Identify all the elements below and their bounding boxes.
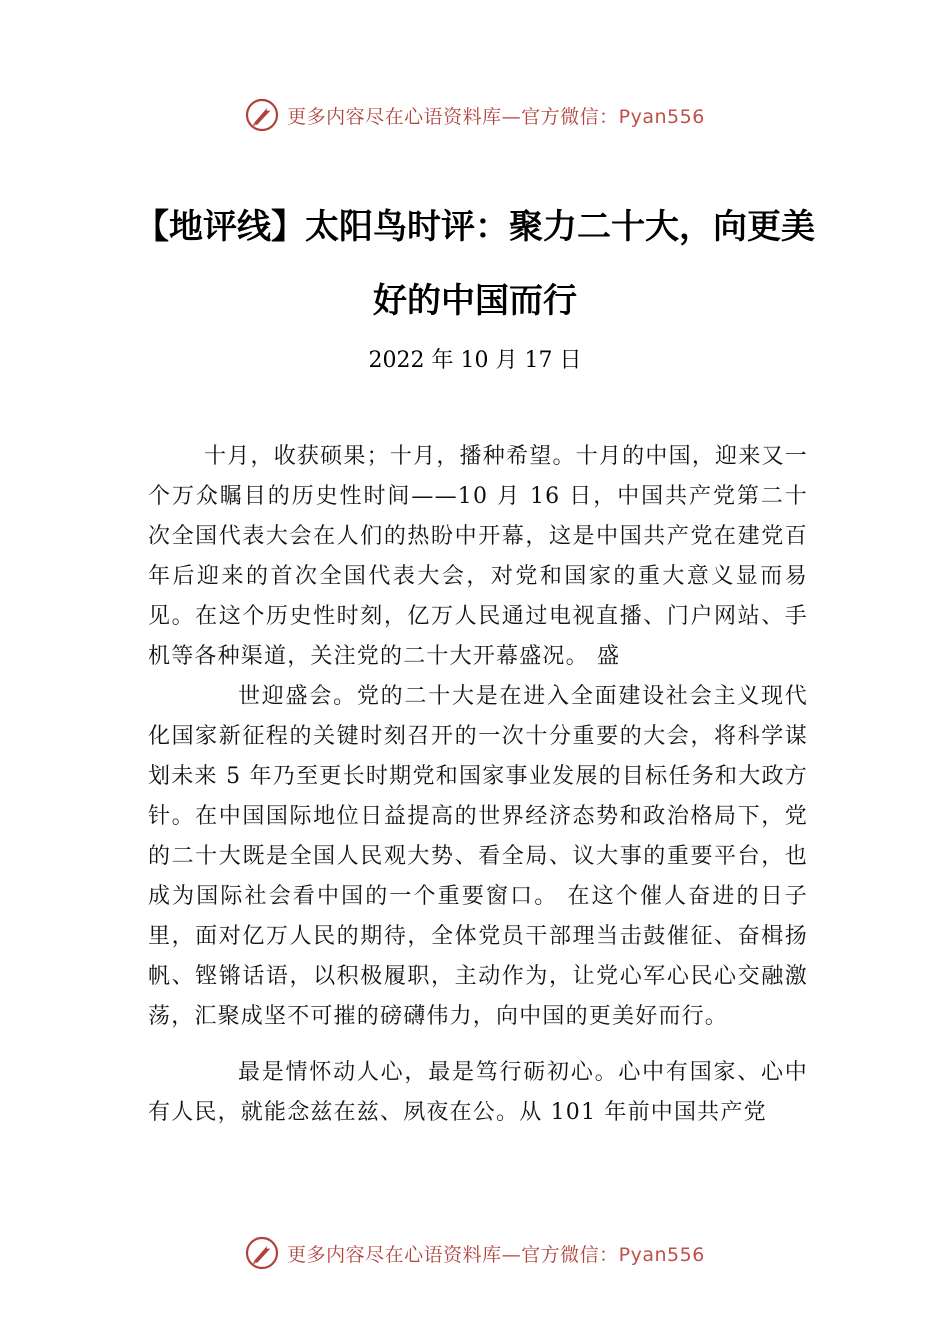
article-title: 【地评线】太阳鸟时评：聚力二十大，向更美好的中国而行: [135, 207, 815, 321]
paragraph-1: 十月，收获硕果；十月，播种希望。十月的中国，迎来又一个万众瞩目的历史性时间——10 月 16 日，中国共产党第二十次全国代表大会在人们的热盼中开幕，这是中国共产党在建党百年后迎来的首次全国代表大会，对党和国家的重大意义显而易见。在这个历史性时刻，亿万人民通过电视直播、门户网站、手机等各种渠道，关注党的二十大开幕盛况。 盛: [148, 444, 808, 669]
watermark-label: 更多内容尽在心语资料库—官方微信：: [287, 105, 619, 128]
pen-logo-icon: [245, 1236, 279, 1270]
article-date: 2022 年 10 月 17 日: [368, 348, 582, 373]
watermark-text: [287, 102, 705, 129]
wechat-id: Pyan556: [618, 1243, 705, 1266]
watermark-label: 更多内容尽在心语资料库—官方微信：: [287, 1243, 619, 1266]
watermark-header: [0, 95, 950, 135]
paragraph-2: 世迎盛会。党的二十大是在进入全面建设社会主义现代化国家新征程的关键时刻召开的一次十分重要的大会，将科学谋划未来 5 年乃至更长时期党和国家事业发展的目标任务和大政方针。在中国国际地位日益提高的世界经济态势和政治格局下，党的二十大既是全国人民观大势、看全局、议大事的重要平台，也成为国际社会看中国的一个重要窗口。 在这个催人奋进的日子里，面对亿万人民的期待，全体党员干部理当击鼓催征、奋楫扬帆、铿锵话语，以积极履职，主动作为，让党心军心民心交融激荡，汇聚成坚不可摧的磅礴伟力，向中国的更美好而行。: [148, 684, 808, 1029]
article-body: [148, 437, 808, 1133]
watermark-footer: [0, 1233, 950, 1273]
pen-logo-icon: [245, 98, 279, 132]
paragraph-spacer: [148, 1037, 808, 1053]
watermark-text: [287, 1240, 705, 1267]
wechat-id: Pyan556: [618, 105, 705, 128]
paragraph-3: 最是情怀动人心，最是笃行砺初心。心中有国家、心中有人民，就能念兹在兹、夙夜在公。从 101 年前中国共产党: [148, 1060, 808, 1125]
